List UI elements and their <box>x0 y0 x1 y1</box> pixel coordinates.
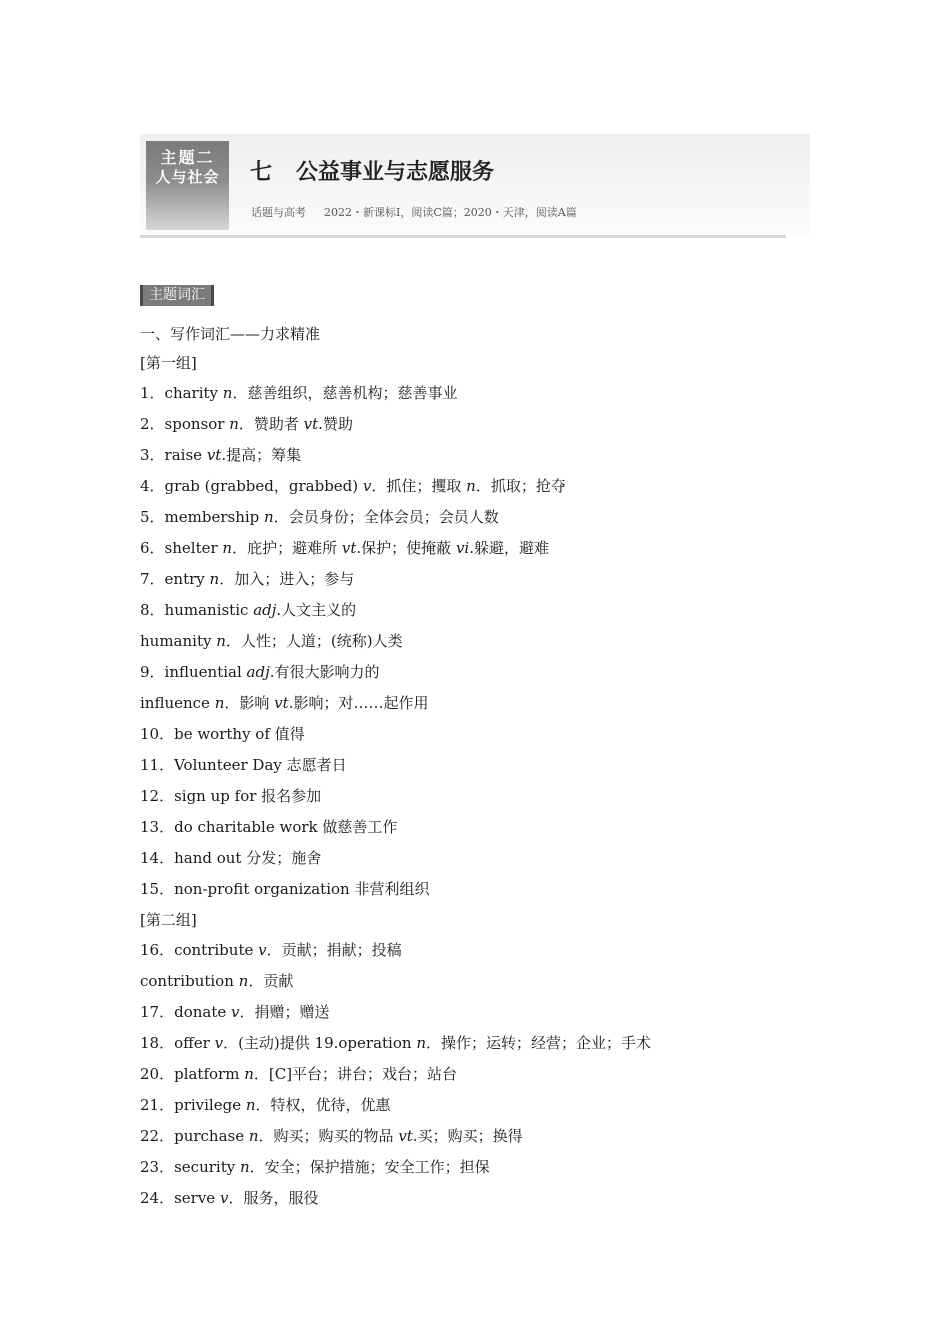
entry-text: influence <box>140 694 215 712</box>
entry-text: ．抓取；抢夺 <box>475 477 566 495</box>
vocab-entry <box>140 657 820 688</box>
part-of-speech: vt <box>303 415 319 433</box>
entry-text: .保护；使掩蔽 <box>356 539 456 557</box>
entry-text: 22．purchase <box>140 1127 249 1145</box>
entry-text: 2．sponsor <box>140 415 230 433</box>
entry-text: 17．donate <box>140 1003 231 1021</box>
entry-text: ．购买；购买的物品 <box>258 1127 399 1145</box>
section-tag: 主题词汇 <box>140 285 214 306</box>
entry-text: ．贡献；捐献；投稿 <box>266 941 402 959</box>
vocab-entry <box>140 440 820 471</box>
part-of-speech: vi <box>455 539 470 557</box>
entry-text: 20．platform <box>140 1065 245 1083</box>
vocab-entry <box>140 626 820 657</box>
group-label <box>140 905 820 935</box>
part-of-speech: n <box>238 972 249 990</box>
entry-text: ．会员身份；全体会员；会员人数 <box>273 508 499 526</box>
entry-text: 4．grab (grabbed，grabbed) <box>140 477 363 495</box>
vocab-entry <box>140 874 820 905</box>
vocab-entry <box>140 750 820 781</box>
part-of-speech: vt <box>206 446 222 464</box>
vocab-entry <box>140 719 820 750</box>
entry-text: ．庇护；避难所 <box>232 539 342 557</box>
exam-reference-label: 话题与高考 <box>251 206 306 219</box>
entry-text: humanity <box>140 632 217 650</box>
part-of-speech: adj <box>253 601 277 619</box>
chapter-title <box>250 155 494 186</box>
vocab-entry <box>140 533 820 564</box>
vocab-entry <box>140 564 820 595</box>
part-of-speech: vt <box>274 694 289 712</box>
part-of-speech: n <box>244 1065 254 1083</box>
entry-text: 24．serve <box>140 1189 220 1207</box>
exam-reference <box>251 204 577 220</box>
part-of-speech: n <box>214 694 225 712</box>
entry-text: ．人性；人道；(统称)人类 <box>225 632 403 650</box>
entry-text: 16．contribute <box>140 941 259 959</box>
topic-badge <box>146 141 229 230</box>
entry-text: ．加入；进入；参与 <box>219 570 355 588</box>
part-of-speech: vt <box>398 1127 413 1145</box>
entry-text: 3．raise <box>140 446 207 464</box>
entry-text: .人文主义的 <box>276 601 357 619</box>
entry-text: contribution <box>140 972 239 990</box>
vocab-entry <box>140 1183 820 1214</box>
entry-text: 10．be worthy of 值得 <box>140 725 305 743</box>
entry-text: [第二组] <box>140 911 197 929</box>
vocab-entry <box>140 1028 820 1059</box>
entry-text: .影响；对……起作用 <box>288 694 429 712</box>
vocab-entry <box>140 997 820 1028</box>
vocab-entry <box>140 1090 820 1121</box>
part-of-speech: n <box>216 632 226 650</box>
chapter-title-text: 公益事业与志愿服务 <box>296 160 495 185</box>
part-of-speech: adj <box>246 663 270 681</box>
entry-text: 21．privilege <box>140 1096 246 1114</box>
entry-text: ．贡献 <box>248 972 294 990</box>
vocab-entry <box>140 843 820 874</box>
entry-text: ．操作；运转；经营；企业；手术 <box>426 1034 652 1052</box>
entry-text: 6．shelter <box>140 539 223 557</box>
vocab-entry <box>140 378 820 409</box>
vocabulary-lines <box>140 348 820 1214</box>
entry-text: 18．offer <box>140 1034 215 1052</box>
entry-text: ．特权，优待，优惠 <box>255 1096 391 1114</box>
entry-text: 23．security <box>140 1158 240 1176</box>
vocab-entry <box>140 781 820 812</box>
entry-text: ．影响 <box>224 694 275 712</box>
part-of-speech: n <box>245 1096 256 1114</box>
part-of-speech: n <box>248 1127 259 1145</box>
entry-text: 14．hand out 分发；施舍 <box>140 849 322 867</box>
part-of-speech: vt <box>341 539 357 557</box>
banner-underline <box>140 235 786 238</box>
part-of-speech: n <box>239 1158 250 1176</box>
entry-text: 8．humanistic <box>140 601 254 619</box>
entry-text: ．[C]平台；讲台；戏台；站台 <box>253 1065 458 1083</box>
entry-text: ．(主动)提供 19.operation <box>223 1034 417 1052</box>
vocab-entry <box>140 688 820 719</box>
entry-text: ．慈善组织，慈善机构；慈善事业 <box>232 384 458 402</box>
vocab-entry <box>140 1059 820 1090</box>
part-of-speech: n <box>222 384 233 402</box>
part-of-speech: v <box>258 941 267 959</box>
entry-text: .买；购买；换得 <box>412 1127 523 1145</box>
part-of-speech: n <box>416 1034 426 1052</box>
part-of-speech: n <box>466 477 476 495</box>
group-label <box>140 348 820 378</box>
entry-text: 13．do charitable work 做慈善工作 <box>140 818 398 836</box>
entry-text: .赞助 <box>318 415 353 433</box>
topic-badge-line1: 主题二 <box>160 148 215 167</box>
vocab-entry <box>140 409 820 440</box>
vocab-entry <box>140 1152 820 1183</box>
vocab-entry <box>140 502 820 533</box>
part-of-speech: n <box>209 570 220 588</box>
vocab-entry <box>140 966 820 997</box>
entry-text: 11．Volunteer Day 志愿者日 <box>140 756 347 774</box>
entry-text: ．安全；保护措施；安全工作；担保 <box>249 1158 490 1176</box>
part-of-speech: v <box>219 1189 229 1207</box>
entry-text: ．服务，服役 <box>228 1189 319 1207</box>
entry-text: .提高；筹集 <box>221 446 302 464</box>
list-heading: 一、写作词汇——力求精准 <box>140 325 321 343</box>
part-of-speech: v <box>362 477 372 495</box>
entry-text: 1．charity <box>140 384 223 402</box>
entry-text: 15．non-profit organization 非营利组织 <box>140 880 430 898</box>
entry-text: [第一组] <box>140 354 197 372</box>
entry-text: .躲避，避难 <box>469 539 549 557</box>
vocab-entry <box>140 595 820 626</box>
entry-text: .有很大影响力的 <box>269 663 380 681</box>
part-of-speech: v <box>214 1034 224 1052</box>
vocab-entry <box>140 935 820 966</box>
part-of-speech: n <box>264 508 274 526</box>
vocab-entry <box>140 812 820 843</box>
part-of-speech: n <box>229 415 239 433</box>
entry-text: 7．entry <box>140 570 210 588</box>
entry-text: ．赞助者 <box>238 415 304 433</box>
entry-text: ．抓住；攫取 <box>371 477 467 495</box>
entry-text: 5．membership <box>140 508 265 526</box>
topic-badge-line2: 人与社会 <box>155 168 220 186</box>
vocab-entry <box>140 1121 820 1152</box>
part-of-speech: n <box>222 539 233 557</box>
chapter-number: 七 <box>250 160 273 185</box>
vocab-entry <box>140 471 820 502</box>
entry-text: 12．sign up for 报名参加 <box>140 787 322 805</box>
entry-text: ．捐赠；赠送 <box>239 1003 330 1021</box>
exam-reference-text: 2022・新课标Ⅰ，阅读C篇；2020・天津，阅读A篇 <box>324 206 577 219</box>
part-of-speech: v <box>231 1003 240 1021</box>
vocabulary-list <box>140 320 820 1214</box>
entry-text: 9．influential <box>140 663 247 681</box>
